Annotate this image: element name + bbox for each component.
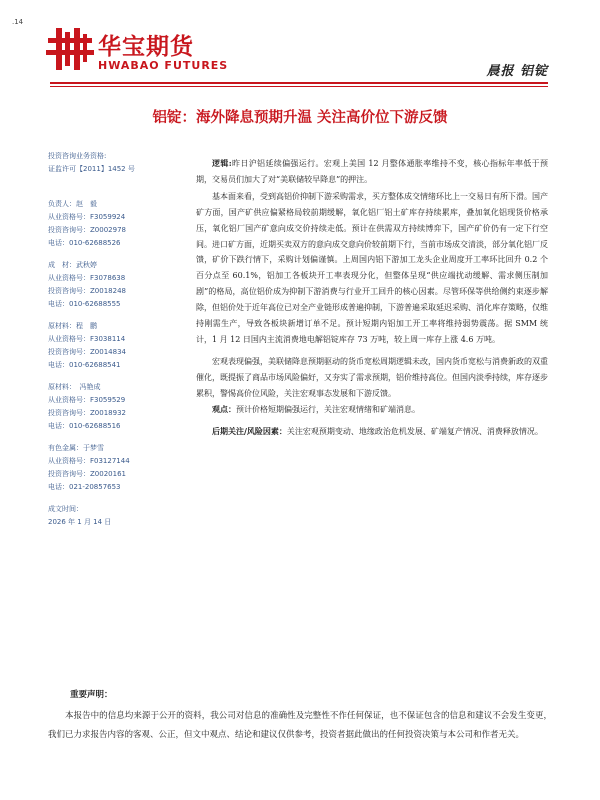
analyst-consult-no: 投资咨询号：Z0020161 (48, 470, 126, 478)
view-paragraph (196, 402, 548, 418)
analyst-license: 从业资格号：F3038114 (48, 335, 126, 343)
view-text: 预计价格短期偏强运行，关注宏观情绪和矿端消息。 (236, 404, 420, 414)
page-title: 铝锭：海外降息预期升温 关注高价位下游反馈 (152, 109, 448, 126)
analyst-block (48, 381, 198, 433)
analyst-sidebar (48, 150, 198, 538)
analyst-license: 从业资格号：F3059924 (48, 213, 126, 221)
analyst-role: 原材料： 冯艳成 (48, 383, 101, 391)
macro-paragraph: 宏观表现偏强，美联储降息预期驱动的货币宽松周期逻辑未改，国内货币宽松与消费新政的双重催化，既提振了商品市场风险偏好，又夯实了需求预期，铝价维持高位。但国内淡季持续，库存逐步累积，警惕高价位风险，关注宏观事态发展和下游反馈。 (196, 356, 548, 398)
analyst-role: 成 材：武秋婷 (48, 261, 97, 269)
analyst-phone: 电话：010-62688541 (48, 361, 121, 369)
risk-text: 关注宏观预期变动、地缘政治危机发展、矿端复产情况、消费释放情况。 (286, 426, 543, 436)
logic-paragraph (196, 156, 548, 188)
analyst-license: 从业资格号：F3078638 (48, 274, 126, 282)
logo-mark-icon (46, 26, 96, 72)
analyst-consult-no: 投资咨询号：Z0002978 (48, 226, 126, 234)
analyst-role: 有色金属：于梦雪 (48, 444, 104, 452)
analyst-consult-no: 投资咨询号：Z0018248 (48, 287, 126, 295)
logo-english-name: HWABAO FUTURES (98, 59, 229, 72)
analyst-license: 从业资格号：F03127144 (48, 457, 130, 465)
disclaimer-text: 本报告中的信息均来源于公开的资料，我公司对信息的准确性及完整性不作任何保证，也不保证包含的信息和建议不会发生变更，我们已力求报告内容的客观、公正，但文中观点、结论和建议仅供参考，投资者据此做出的任何投资决策与本公司和作者无关。 (48, 711, 552, 740)
analyst-role: 原材料：程 鹏 (48, 322, 97, 330)
disclaimer-title: 重要声明： (70, 690, 113, 700)
report-type: 晨报 铝锭 (486, 64, 548, 79)
header-rule-thin (50, 86, 548, 87)
analyst-consult-no: 投资咨询号：Z0014834 (48, 348, 126, 356)
analyst-consult-no: 投资咨询号：Z0018932 (48, 409, 126, 417)
analyst-block (48, 198, 198, 250)
analyst-role: 负责人：赵 毅 (48, 200, 97, 208)
company-logo (46, 26, 236, 76)
qualification-block (48, 150, 198, 176)
header-rule (50, 82, 548, 84)
logo-chinese-name: 华宝期货 (98, 34, 194, 60)
analyst-phone: 电话：010-62688526 (48, 239, 121, 247)
analyst-block (48, 442, 198, 494)
date-label: 成文时间： (48, 505, 83, 513)
analyst-phone: 电话：010-62688516 (48, 422, 121, 430)
view-label: 观点： (212, 403, 236, 414)
page-number: .14 (12, 18, 24, 26)
analyst-phone: 电话：021-20857653 (48, 483, 121, 491)
qualification-value: 证监许可【2011】1452 号 (48, 165, 135, 173)
qualification-label: 投资咨询业务资格: (48, 152, 107, 160)
analyst-block (48, 259, 198, 311)
analyst-block (48, 320, 198, 372)
logic-text: 昨日沪铝延续偏强运行。宏观上美国 12 月整体通胀率维持不变，核心指标年率低于预期，交易员们加大了对“美联储较早降息”的押注。 (196, 159, 549, 184)
date-value: 2026 年 1 月 14 日 (48, 518, 112, 526)
risk-label: 后期关注/风险因素： (212, 425, 287, 436)
analyst-license: 从业资格号：F3059529 (48, 396, 126, 404)
risk-paragraph (196, 424, 548, 440)
analyst-phone: 电话：010-62688555 (48, 300, 121, 308)
fundamentals-paragraph: 基本面来看，受到高铝价抑制下游采购需求，买方整体成交情绪环比上一交易日有所下滑。国产矿方面，国产矿供应偏紧格局较前期缓解，氧化铝厂铝土矿库存持续累库，叠加氧化铝现货价格承压，氧化铝厂国产矿意向成交价持续走低。预计在供需双方持续博弈下，国产矿价仍有一定下行空间。进口矿方面，近期买卖双方的意向成交意向价较前期下行，当前市场成交清淡，部分氧化铝厂反馈，矿价下跌行情下，采购计划偏谨慎。上周国内铝下游加工龙头企业周度开工率环比回升 0.2 个百分点至 60.1%，铝加工各板块开工率表现分化，但整体呈现“供应端扰动缓解、需求侧压制加剧”的格局，高位铝价成为抑制下游消费与行业开工回升的核心因素。尽管环保等供给侧约束逐步解除，但铝价处于近年高位已对全产业链形成普遍抑制，下游普遍采取延迟采购、消化库存策略，仅维持刚需生产，导致各板块新增订单不足。预计短期内铝加工开工率将维持弱势震荡。据 SMM 统计，1 月 12 日国内主流消费地电解铝锭库存 73 万吨，较上周一库存上涨 4.6 万吨。 (196, 191, 548, 344)
logic-label: 逻辑: (212, 158, 232, 168)
report-body (196, 156, 548, 439)
date-block (48, 503, 198, 529)
